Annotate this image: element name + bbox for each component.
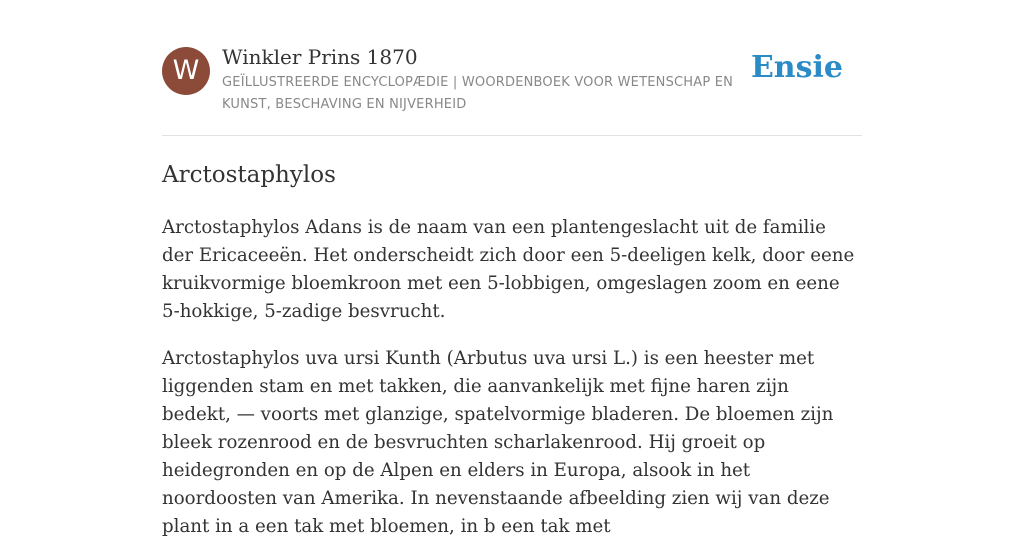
source-header [162, 0, 862, 136]
article-paragraph-2: Arctostaphylos uva ursi Kunth (Arbutus uva ursi L.) is een heester met liggenden stam en met takken, die aanvankelijk met fijne haren zijn bedekt, — voorts met glanzige, spatelvormige bladeren. De bloemen zijn bleek rozenrood en de besvruchten scharlakenrood. Hij groeit op heidegronden en op de Alpen en elders in Europa, alsook in het noordoosten van Amerika. In nevenstaande afbeelding zien wij van deze plant in a een tak met bloemen, in b een tak met [162, 348, 834, 537]
source-subtitle: GEÏLLUSTREERDE ENCYCLOPÆDIE | WOORDENBOEK VOOR WETENSCHAP EN KUNST, BESCHAVING EN NIJVERHEID [222, 75, 734, 112]
avatar[interactable]: W [162, 47, 210, 95]
ensie-logo-link[interactable]: Ensie [750, 50, 843, 85]
article-title: Arctostaphylos [162, 162, 336, 188]
source-title[interactable]: Winkler Prins 1870 [222, 45, 418, 69]
page-container [162, 0, 862, 537]
article-paragraph-1: Arctostaphylos Adans is de naam van een plantengeslacht uit de familie der Ericaceeën. Het onderscheidt zich door een 5-deeligen kelk, door eene kruikvormige bloemkroon met een 5-lobbigen, omgeslagen zoom en eene 5-hokkige, 5-zadige besvrucht. [162, 217, 855, 322]
article [162, 158, 862, 560]
